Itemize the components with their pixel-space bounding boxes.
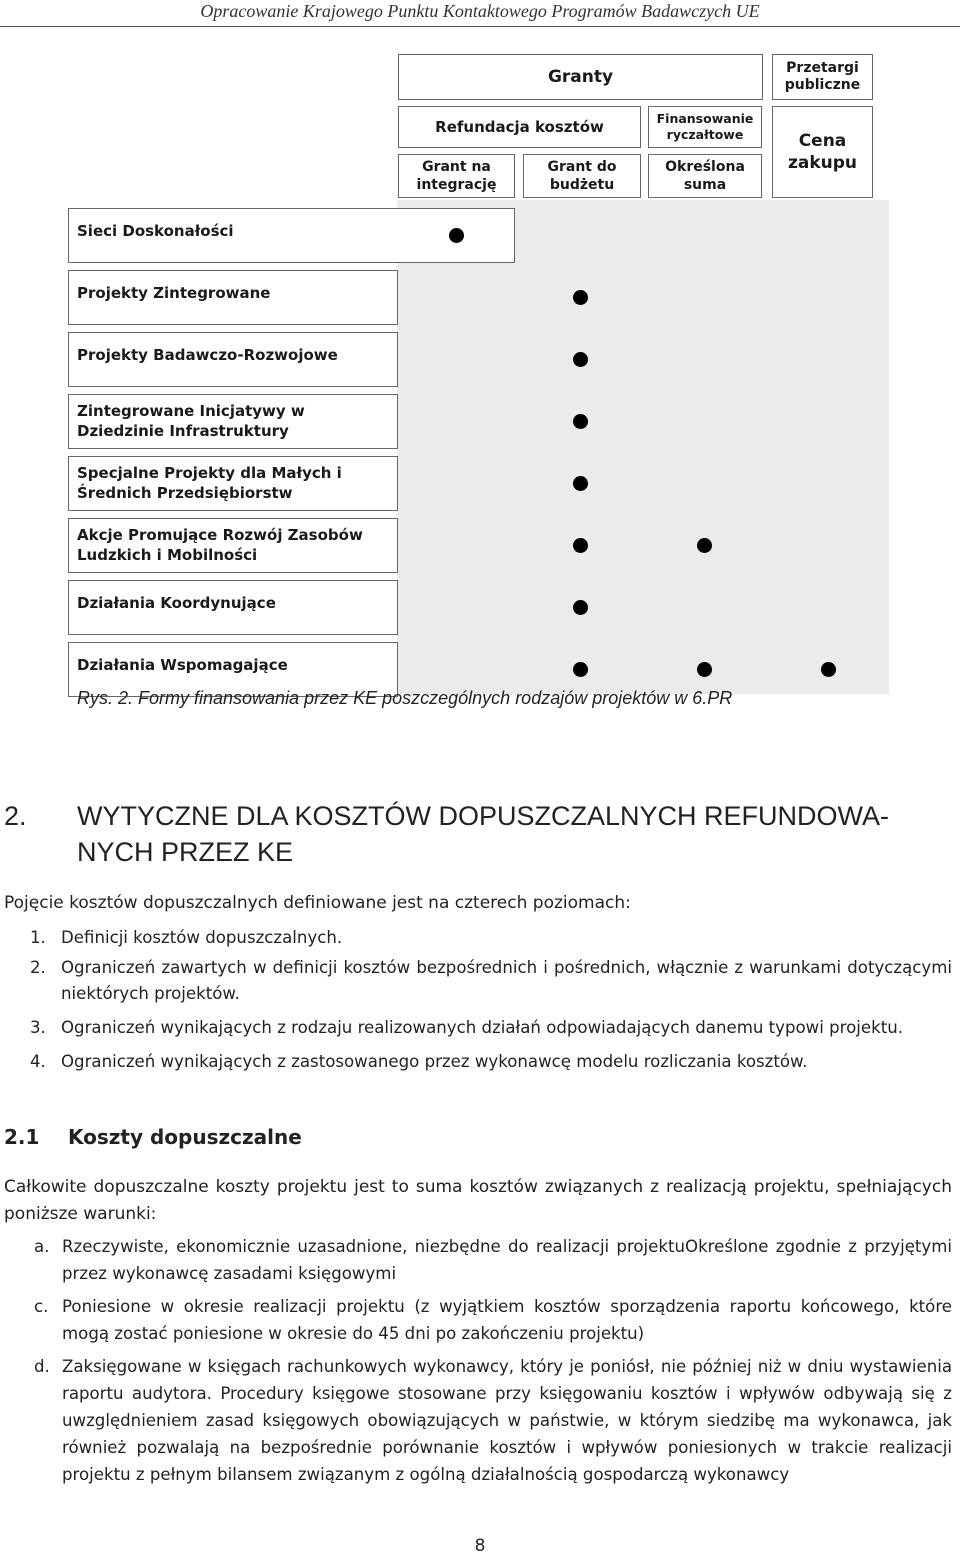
list-text: Zaksięgowane w księgach rachunkowych wykonawcy, który je poniósł, nie później niż w dniu wystawienia raportu audytora. Procedury księgowe stosowane przy księgowaniu kosztów i wpływów odbywają się z uwzględnieniem zasad księgowych obowiązujących w państwie, w którym siedzibę ma wykonawca, jak również pozwalają na bezpośrednie porównanie kosztów i wpływów poniesionych w trakcie realizacji projektu z pełnym bilansem związanym z ogólną działalnością gospodarczą wykonawcy bbox=[62, 1357, 952, 1484]
funding-mark-dot bbox=[821, 662, 836, 677]
subsection-heading bbox=[4, 1125, 302, 1149]
list-marker: c. bbox=[34, 1297, 49, 1316]
row-label: Projekty Badawczo-Rozwojowe bbox=[68, 332, 398, 387]
list-item bbox=[34, 1353, 952, 1488]
header-refundacja: Refundacja kosztów bbox=[398, 106, 641, 148]
figure-grid-background bbox=[397, 200, 889, 694]
funding-mark-dot bbox=[449, 228, 464, 243]
funding-forms-figure bbox=[68, 48, 890, 694]
header-grant-budzet: Grant do budżetu bbox=[523, 154, 641, 198]
list-text: Ograniczeń wynikających z zastosowanego przez wykonawcę modelu rozliczania kosztów. bbox=[61, 1052, 808, 1071]
row-label: Akcje Promujące Rozwój Zasobów Ludzkich i Mobilności bbox=[68, 518, 398, 573]
funding-mark-dot bbox=[573, 414, 588, 429]
header-granty: Granty bbox=[398, 54, 763, 100]
list-item bbox=[30, 1049, 952, 1075]
list-item bbox=[34, 1293, 952, 1347]
list-marker: d. bbox=[34, 1357, 50, 1376]
section-intro: Pojęcie kosztów dopuszczalnych definiowane jest na czterech poziomach: bbox=[4, 893, 631, 913]
funding-mark-dot bbox=[697, 538, 712, 553]
subsection-title: Koszty dopuszczalne bbox=[68, 1125, 302, 1149]
list-marker: a. bbox=[34, 1237, 50, 1256]
row-label: Działania Koordynujące bbox=[68, 580, 398, 635]
header-przetargi: Przetargi publiczne bbox=[772, 54, 873, 100]
row-label: Specjalne Projekty dla Małych i Średnich Przedsiębiorstw bbox=[68, 456, 398, 511]
header-grant-integracje: Grant na integrację bbox=[398, 154, 515, 198]
list-item bbox=[30, 955, 952, 1007]
list-item bbox=[34, 1233, 952, 1287]
row-label: Projekty Zintegrowane bbox=[68, 270, 398, 325]
list-marker: 1. bbox=[30, 928, 46, 947]
list-text: Ograniczeń zawartych w definicji kosztów bezpośrednich i pośrednich, włącznie z warunkami dotyczącymi niektórych projektów. bbox=[61, 958, 952, 1003]
funding-mark-dot bbox=[573, 600, 588, 615]
header-cena-zakupu: Cena zakupu bbox=[772, 106, 873, 198]
list-text: Rzeczywiste, ekonomicznie uzasadnione, niezbędne do realizacji projektuOkreślone zgodnie z przyjętymi przez wykonawcę zasadami księgowymi bbox=[62, 1237, 952, 1283]
funding-mark-dot bbox=[573, 290, 588, 305]
list-marker: 4. bbox=[30, 1052, 46, 1071]
funding-mark-dot bbox=[573, 538, 588, 553]
row-label: Działania Wspomagające bbox=[68, 642, 398, 697]
funding-mark-dot bbox=[573, 662, 588, 677]
subsection-number: 2.1 bbox=[4, 1125, 40, 1149]
figure-caption: Rys. 2. Formy finansowania przez KE poszczególnych rodzajów projektów w 6.PR bbox=[77, 688, 733, 708]
list-marker: 3. bbox=[30, 1018, 46, 1037]
header-finansowanie: Finansowanie ryczałtowe bbox=[648, 106, 762, 148]
header-rule bbox=[0, 26, 960, 27]
section-number: 2. bbox=[4, 801, 27, 831]
list-item bbox=[30, 925, 952, 951]
funding-mark-dot bbox=[697, 662, 712, 677]
funding-mark-dot bbox=[573, 476, 588, 491]
conditions-list bbox=[34, 1233, 952, 1494]
funding-mark-dot bbox=[573, 352, 588, 367]
subsection-intro: Całkowite dopuszczalne koszty projektu jest to suma kosztów związanych z realizacją projektu, spełniających poniższe warunki: bbox=[4, 1177, 952, 1224]
row-label: Zintegrowane Inicjatywy w Dziedzinie Infrastruktury bbox=[68, 394, 398, 449]
header-okreslona-suma: Określona suma bbox=[648, 154, 762, 198]
running-head: Opracowanie Krajowego Punktu Kontaktowego Programów Badawczych UE bbox=[200, 1, 760, 21]
list-text: Ograniczeń wynikających z rodzaju realizowanych działań odpowiadających danemu typowi projektu. bbox=[61, 1018, 903, 1037]
page-number: 8 bbox=[474, 1536, 486, 1556]
row-label: Sieci Doskonałości bbox=[68, 208, 515, 263]
list-text: Definicji kosztów dopuszczalnych. bbox=[61, 928, 343, 947]
list-marker: 2. bbox=[30, 958, 46, 977]
levels-list bbox=[30, 925, 952, 1075]
list-text: Poniesione w okresie realizacji projektu (z wyjątkiem kosztów sporządzenia raportu końcowego, które mogą zostać poniesione w okresie do 45 dni po zakończeniu projektu) bbox=[62, 1297, 952, 1343]
section-title: WYTYCZNE DLA KOSZTÓW DOPUSZCZALNYCH REFUNDOWA-NYCH PRZEZ KE bbox=[77, 801, 890, 867]
list-item bbox=[30, 1015, 952, 1041]
